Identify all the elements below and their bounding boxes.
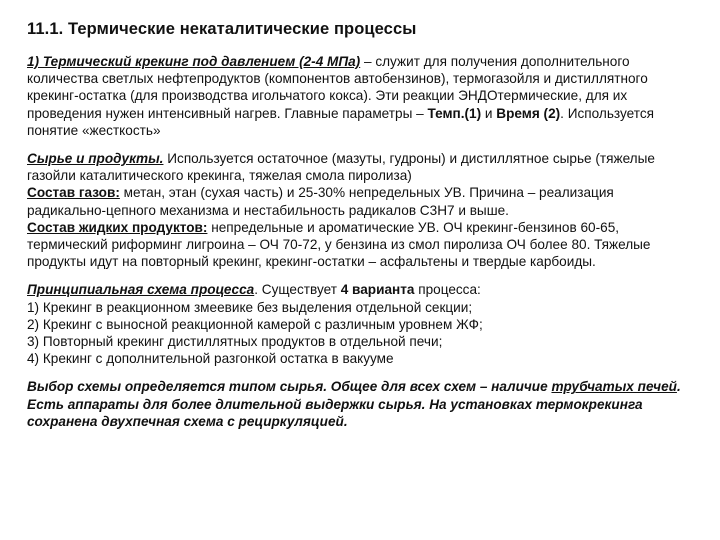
gas-composition-text: метан, этан (сухая часть) и 25-30% непредельных УВ. Причина – реализация радикально-цепного механизма и нестабильность радикалов С3Н7 и выше.	[27, 185, 614, 218]
variant-count: 4 варианта	[340, 282, 415, 298]
slide-title: 11.1. Термические некаталитические процессы	[27, 20, 417, 38]
section1-text1: – служит для получения дополнительного количества светлых нефтепродуктов (компонентов автобензинов), термогазойля и дистиллятного крекинг-остатка (для производства игольчатого кокса). Эти реакции ЭНДОтермические, для их проведения нужен интенсивный нагрев. Главные параметры –	[27, 54, 648, 121]
section-conclusion	[27, 378, 694, 430]
list-item: 1) Крекинг в реакционном змеевике без выделения отдельной секции;	[27, 299, 473, 315]
list-item: 2) Крекинг с выносной реакционной камерой с различным уровнем ЖФ;	[27, 316, 483, 332]
section3-lead: Принципиальная схема процесса	[27, 282, 255, 298]
liquid-composition-text: непредельные и ароматические УВ. ОЧ крекинг-бензинов 60-65, термический риформинг лигроина – ОЧ 70-72, у бензина из смол пиролиза ОЧ более 80. Тяжелые продукты идут на повторный крекинг, крекинг-остатки – асфальтены и твердые карбоиды.	[27, 219, 651, 270]
param-temperature: Темп.(1)	[427, 105, 482, 121]
section3-text2: процесса:	[414, 282, 481, 298]
section4-text2: . Есть аппараты для более длительной выдержки сырья. На установках термокрекинга сохранена двухпечная схема с рециркуляцией.	[27, 379, 681, 429]
liquid-composition-paragraph	[27, 219, 694, 271]
section4-underlined: трубчатых печей	[551, 379, 677, 395]
section1-paragraph	[27, 53, 694, 139]
section2-text: Используется остаточное (мазуты, гудроны) и дистиллятное сырье (тяжелые газойли каталитического крекинга, тяжелая смола пиролиза)	[27, 151, 655, 184]
list-item: 4) Крекинг с дополнительной разгонкой остатка в вакууме	[27, 351, 394, 367]
section2-lead: Сырье и продукты.	[27, 151, 164, 167]
section-process-scheme	[27, 281, 694, 367]
section4-paragraph	[27, 378, 694, 430]
param-time: Время (2)	[496, 105, 561, 121]
list-item: 3) Повторный крекинг дистиллятных продуктов в отдельной печи;	[27, 334, 443, 350]
section3-text1: . Существует	[254, 282, 341, 298]
liquid-composition-lead: Состав жидких продуктов:	[27, 219, 208, 235]
section1-and: и	[481, 105, 497, 121]
section3-paragraph	[27, 281, 694, 298]
gas-composition-lead: Состав газов:	[27, 185, 120, 201]
gas-composition-paragraph	[27, 184, 694, 218]
section-thermal-cracking	[27, 53, 694, 139]
section1-text2: . Используется понятие «жесткость»	[27, 105, 654, 138]
section-feed-products	[27, 150, 694, 270]
section4-text1: Выбор схемы определяется типом сырья. Общее для всех схем – наличие	[27, 379, 552, 395]
section2-paragraph	[27, 150, 694, 184]
section1-lead: 1) Термический крекинг под давлением (2-4 МПа)	[27, 54, 361, 69]
